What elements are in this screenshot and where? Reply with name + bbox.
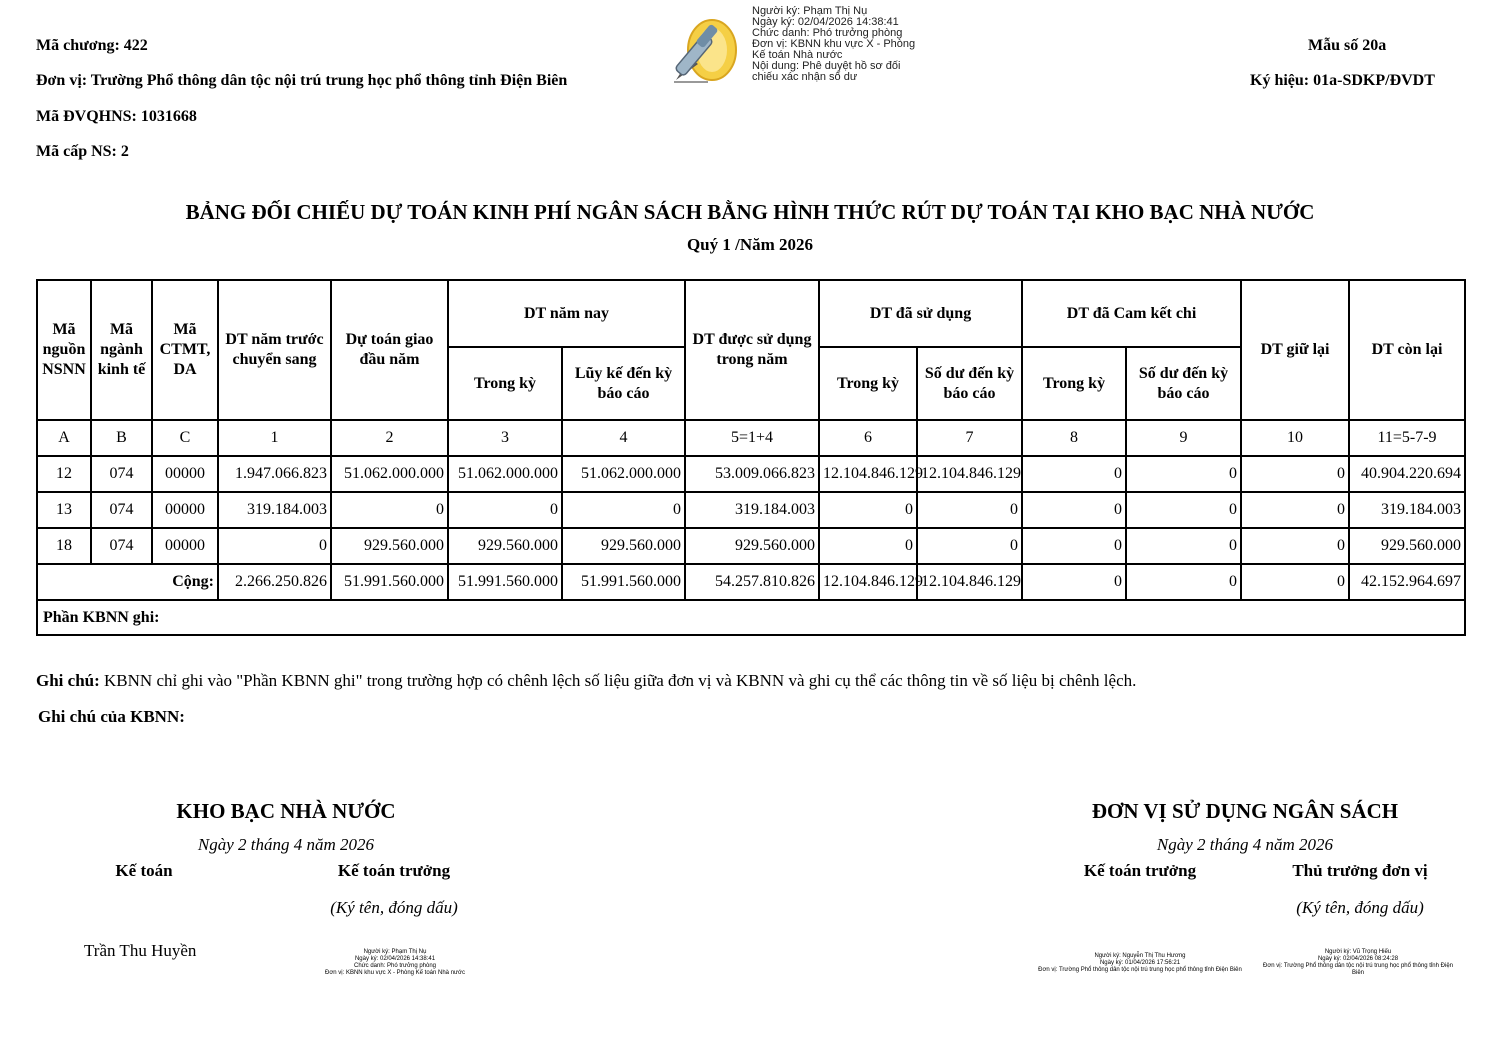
- esign-line: Biên: [1351, 970, 1364, 976]
- budget-reconciliation-table: [36, 279, 1466, 636]
- cell: 0: [1241, 528, 1349, 564]
- cell: 0: [448, 492, 562, 528]
- col-header-program: Mã CTMT, DA: [152, 280, 218, 420]
- esign-line: Đơn vị: Trường Phổ thông dân tộc nội trú trung học phổ thông tỉnh Điện Biên: [1038, 967, 1242, 973]
- esign-line: Chức danh: Phó trưởng phòng: [353, 963, 437, 969]
- cell: 929.560.000: [685, 528, 819, 564]
- total-cell: 2.266.250.826: [218, 564, 331, 600]
- chapter-code: Mã chương: 422: [36, 37, 148, 54]
- treasury-role-chief: Kế toán trưởng: [337, 861, 451, 880]
- col-header-prev-year: DT năm trước chuyển sang: [218, 280, 331, 420]
- treasury-sign-hint: (Ký tên, đóng dấu): [330, 898, 458, 917]
- cell: 319.184.003: [218, 492, 331, 528]
- column-code: 1: [218, 420, 331, 456]
- esign-line: Đơn vị: KBNN khu vực X - Phòng Kế toán Nhà nước: [325, 970, 465, 976]
- column-code: 11=5-7-9: [1349, 420, 1465, 456]
- signature-line: Đơn vị: KBNN khu vực X - Phòng: [752, 38, 916, 50]
- col-header-sector: Mã ngành kinh tế: [91, 280, 152, 420]
- esign-line: Ngày ký: 01/04/2026 17:56:21: [1099, 960, 1181, 966]
- cell: 1.947.066.823: [218, 456, 331, 492]
- cell: 0: [218, 528, 331, 564]
- kbnn-note-label: Ghi chú của KBNN:: [38, 707, 185, 726]
- total-cell: 51.991.560.000: [448, 564, 562, 600]
- col-header-initial-estimate: Dự toán giao đầu năm: [331, 280, 448, 420]
- cell: 929.560.000: [331, 528, 448, 564]
- total-cell: 51.991.560.000: [562, 564, 685, 600]
- col-header-current-period: Trong kỳ: [448, 347, 562, 420]
- total-cell: 12.104.846.129: [819, 564, 917, 600]
- column-code: 10: [1241, 420, 1349, 456]
- note-label: Ghi chú:: [36, 671, 100, 690]
- column-code: 4: [562, 420, 685, 456]
- column-code: B: [91, 420, 152, 456]
- cell: 51.062.000.000: [562, 456, 685, 492]
- col-header-committed-balance: Số dư đến kỳ báo cáo: [1126, 347, 1241, 420]
- column-code: 7: [917, 420, 1022, 456]
- cell: 12: [37, 456, 91, 492]
- total-cell: 0: [1241, 564, 1349, 600]
- cell: 00000: [152, 528, 218, 564]
- budget-unit-org: ĐƠN VỊ SỬ DỤNG NGÂN SÁCH: [1091, 799, 1399, 823]
- esign-line: Người ký: Phạm Thị Nụ: [363, 949, 427, 955]
- col-header-used-period: Trong kỳ: [819, 347, 917, 420]
- cell: 12.104.846.129: [819, 456, 917, 492]
- total-cell: 0: [1126, 564, 1241, 600]
- col-header-committed-period: Trong kỳ: [1022, 347, 1126, 420]
- cell: 51.062.000.000: [331, 456, 448, 492]
- col-header-used: DT đã sử dụng: [819, 280, 1022, 347]
- column-code: A: [37, 420, 91, 456]
- column-code: 3: [448, 420, 562, 456]
- cell: 074: [91, 456, 152, 492]
- treasury-role-accountant: Kế toán: [115, 861, 173, 880]
- signature-line: Kế toán Nhà nước: [752, 49, 843, 61]
- cell: 0: [1126, 456, 1241, 492]
- total-cell: 42.152.964.697: [1349, 564, 1465, 600]
- treasury-org: KHO BẠC NHÀ NƯỚC: [176, 799, 396, 823]
- cell: 929.560.000: [1349, 528, 1465, 564]
- budget-unit-date: Ngày 2 tháng 4 năm 2026: [1156, 835, 1334, 854]
- cell: 319.184.003: [1349, 492, 1465, 528]
- pen-signature-icon: [668, 14, 746, 86]
- signature-line: Nội dung: Phê duyệt hồ sơ đối: [752, 60, 901, 72]
- total-cell: 51.991.560.000: [331, 564, 448, 600]
- document-title: BẢNG ĐỐI CHIẾU DỰ TOÁN KINH PHÍ NGÂN SÁCH BẰNG HÌNH THỨC RÚT DỰ TOÁN TẠI KHO BẠC NHÀ NƯỚC: [185, 200, 1315, 224]
- cell: 0: [1126, 492, 1241, 528]
- cell: 00000: [152, 492, 218, 528]
- form-symbol: Ký hiệu: 01a-SDKP/ĐVDT: [1250, 72, 1435, 89]
- col-header-used-balance: Số dư đến kỳ báo cáo: [917, 347, 1022, 420]
- cell: 319.184.003: [685, 492, 819, 528]
- cell: 0: [1022, 528, 1126, 564]
- signature-line: Ngày ký: 02/04/2026 14:38:41: [752, 16, 899, 28]
- budget-unit-esignature-head: [1252, 949, 1464, 977]
- column-code: 9: [1126, 420, 1241, 456]
- note: [36, 671, 1136, 691]
- treasury-accountant-name: Trần Thu Huyền: [84, 941, 197, 960]
- esign-line: Người ký: Nguyễn Thị Thu Hương: [1094, 953, 1186, 959]
- total-cell: 0: [1022, 564, 1126, 600]
- col-header-current-cumulative: Lũy kế đến kỳ báo cáo: [562, 347, 685, 420]
- cell: 074: [91, 492, 152, 528]
- cell: 0: [1022, 492, 1126, 528]
- cell: 51.062.000.000: [448, 456, 562, 492]
- esign-line: Ngày ký: 02/04/2026 14:38:41: [354, 956, 436, 962]
- budget-unit-esignature-accountant: [1022, 953, 1258, 974]
- cell: 0: [1022, 456, 1126, 492]
- cell: 074: [91, 528, 152, 564]
- column-code: 8: [1022, 420, 1126, 456]
- table-row: [37, 456, 1465, 492]
- total-label: Cộng:: [37, 564, 218, 600]
- unit-code: Mã ĐVQHNS: 1031668: [36, 108, 197, 125]
- top-signature-info: [752, 6, 942, 83]
- column-code: C: [152, 420, 218, 456]
- cell: 13: [37, 492, 91, 528]
- column-code: 2: [331, 420, 448, 456]
- esign-line: Ngày ký: 02/04/2026 08:24:28: [1317, 956, 1399, 962]
- total-cell: 54.257.810.826: [685, 564, 819, 600]
- cell: 0: [819, 492, 917, 528]
- treasury-date: Ngày 2 tháng 4 năm 2026: [197, 835, 375, 854]
- unit-name: Đơn vị: Trường Phổ thông dân tộc nội trú trung học phổ thông tỉnh Điện Biên: [36, 72, 568, 89]
- treasury-esignature: [300, 949, 490, 977]
- signature-line: Chức danh: Phó trưởng phòng: [752, 27, 903, 39]
- column-code: 6: [819, 420, 917, 456]
- col-header-committed: DT đã Cam kết chi: [1022, 280, 1241, 347]
- cell: 0: [562, 492, 685, 528]
- cell: 53.009.066.823: [685, 456, 819, 492]
- column-code-row: [37, 420, 1465, 456]
- note-text: KBNN chỉ ghi vào "Phần KBNN ghi" trong trường hợp có chênh lệch số liệu giữa đơn vị và KBNN và ghi cụ thể các thông tin về số liệu bị chênh lệch.: [104, 671, 1137, 690]
- budget-unit-sign-hint: (Ký tên, đóng dấu): [1296, 898, 1424, 917]
- col-header-current-year: DT năm nay: [448, 280, 685, 347]
- col-header-source: Mã nguồn NSNN: [37, 280, 91, 420]
- esign-line: Người ký: Vũ Trọng Hiếu: [1324, 949, 1392, 955]
- signature-line: Người ký: Phạm Thị Nụ: [752, 5, 868, 17]
- cell: 0: [819, 528, 917, 564]
- kbnn-section: Phần KBNN ghi:: [37, 600, 1465, 635]
- table-row: [37, 492, 1465, 528]
- cell: 0: [1241, 456, 1349, 492]
- cell: 929.560.000: [562, 528, 685, 564]
- budget-level: Mã cấp NS: 2: [36, 143, 129, 160]
- col-header-usable: DT được sử dụng trong năm: [685, 280, 819, 420]
- cell: 929.560.000: [448, 528, 562, 564]
- cell: 0: [917, 528, 1022, 564]
- document-period: Quý 1 /Năm 2026: [686, 235, 814, 254]
- budget-unit-role-head: Thủ trưởng đơn vị: [1292, 861, 1428, 880]
- cell: 0: [331, 492, 448, 528]
- column-code: 5=1+4: [685, 420, 819, 456]
- cell: 00000: [152, 456, 218, 492]
- cell: 40.904.220.694: [1349, 456, 1465, 492]
- esign-line: Đơn vị: Trường Phổ thông dân tộc nội trú trung học phổ thông tỉnh Điện: [1262, 963, 1453, 969]
- form-number: Mẫu số 20a: [1308, 37, 1387, 54]
- col-header-remaining: DT còn lại: [1349, 280, 1465, 420]
- cell: 12.104.846.129: [917, 456, 1022, 492]
- budget-unit-role-chief-accountant: Kế toán trưởng: [1083, 861, 1197, 880]
- cell: 0: [1241, 492, 1349, 528]
- signature-line: chiếu xác nhận số dư: [752, 71, 858, 83]
- total-row: [37, 564, 1465, 600]
- col-header-retained: DT giữ lại: [1241, 280, 1349, 420]
- cell: 0: [917, 492, 1022, 528]
- cell: 18: [37, 528, 91, 564]
- total-cell: 12.104.846.129: [917, 564, 1022, 600]
- cell: 0: [1126, 528, 1241, 564]
- table-row: [37, 528, 1465, 564]
